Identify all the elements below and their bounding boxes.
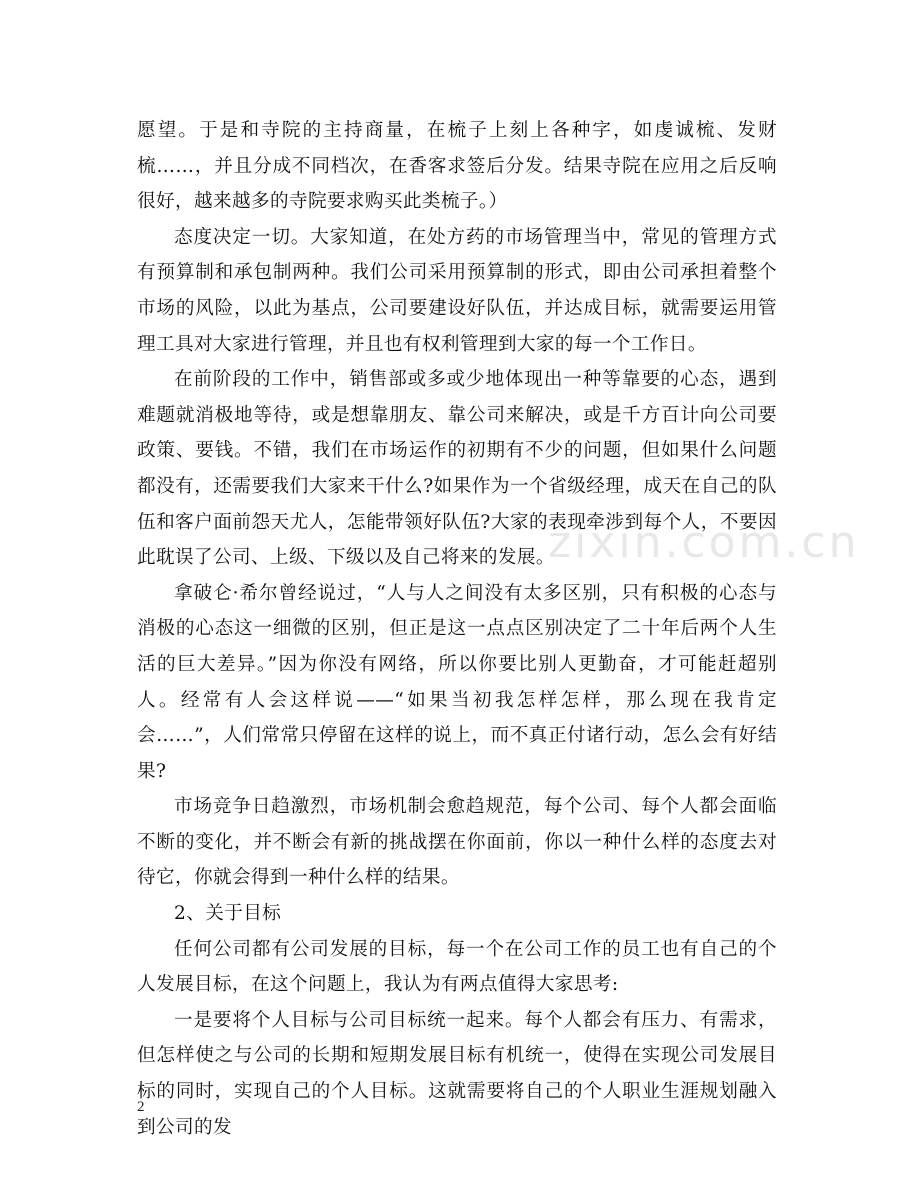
page-number: 2 <box>137 1099 145 1115</box>
paragraph-1: 愿望。于是和寺院的主持商量，在梳子上刻上各种字，如虔诚梳、发财梳……，并且分成不同档次，在香客求签后分发。结果寺院在应用之后反响很好，越来越多的寺院要求购买此类梳子。） <box>137 120 777 213</box>
paragraph-5: 市场竞争日趋激烈，市场机制会愈趋规范，每个公司、每个人都会面临不断的变化，并不断会有新的挑战摆在你面前，你以一种什么样的态度去对待它，你就会得到一种什么样的结果。 <box>137 796 777 889</box>
paragraph-3: 在前阶段的工作中，销售部或多或少地体现出一种等靠要的心态，遇到难题就消极地等待，或是想靠朋友、靠公司来解决，或是千方百计向公司要政策、要钱。不错，我们在市场运作的初期有不少的问题，但如果什么问题都没有，还需要我们大家来干什么?如果作为一个省级经理，成天在自己的队伍和客户面前怨天尤人，怎能带领好队伍?大家的表现牵涉到每个人，不要因此耽误了公司、上级、下级以及自己将来的发展。 <box>137 369 777 569</box>
document-body <box>137 113 777 1145</box>
section-heading: 2、关于目标 <box>174 903 282 925</box>
paragraph-6: 任何公司都有公司发展的目标，每一个在公司工作的员工也有自己的个人发展目标，在这个问题上，我认为有两点值得大家思考: <box>137 938 777 996</box>
paragraph-2: 态度决定一切。大家知道，在处方药的市场管理当中，常见的管理方式有预算制和承包制两种。我们公司采用预算制的形式，即由公司承担着整个市场的风险，以此为基点，公司要建设好队伍，并达成目标，就需要运用管理工具对大家进行管理，并且也有权利管理到大家的每一个工作日。 <box>137 226 777 355</box>
paragraph-7: 一是要将个人目标与公司目标统一起来。每个人都会有压力、有需求，但怎样使之与公司的长期和短期发展目标有机统一，使得在实现公司发展目标的同时，实现自己的个人目标。这就需要将自己的个人职业生涯规划融入到公司的发 <box>137 1009 777 1138</box>
watermark-text: zixin.com.cn <box>548 517 860 568</box>
paragraph-4: 拿破仑·希尔曾经说过，“人与人之间没有太多区别，只有积极的心态与消极的心态这一细微的区别，但正是这一点点区别决定了二十年后两个人生活的巨大差异。”因为你没有网络，所以你要比别人更勤奋，才可能赶超别人。经常有人会这样说——“如果当初我怎样怎样，那么现在我肯定会……”，人们常常只停留在这样的说上，而不真正付诸行动，怎么会有好结果? <box>137 582 777 782</box>
